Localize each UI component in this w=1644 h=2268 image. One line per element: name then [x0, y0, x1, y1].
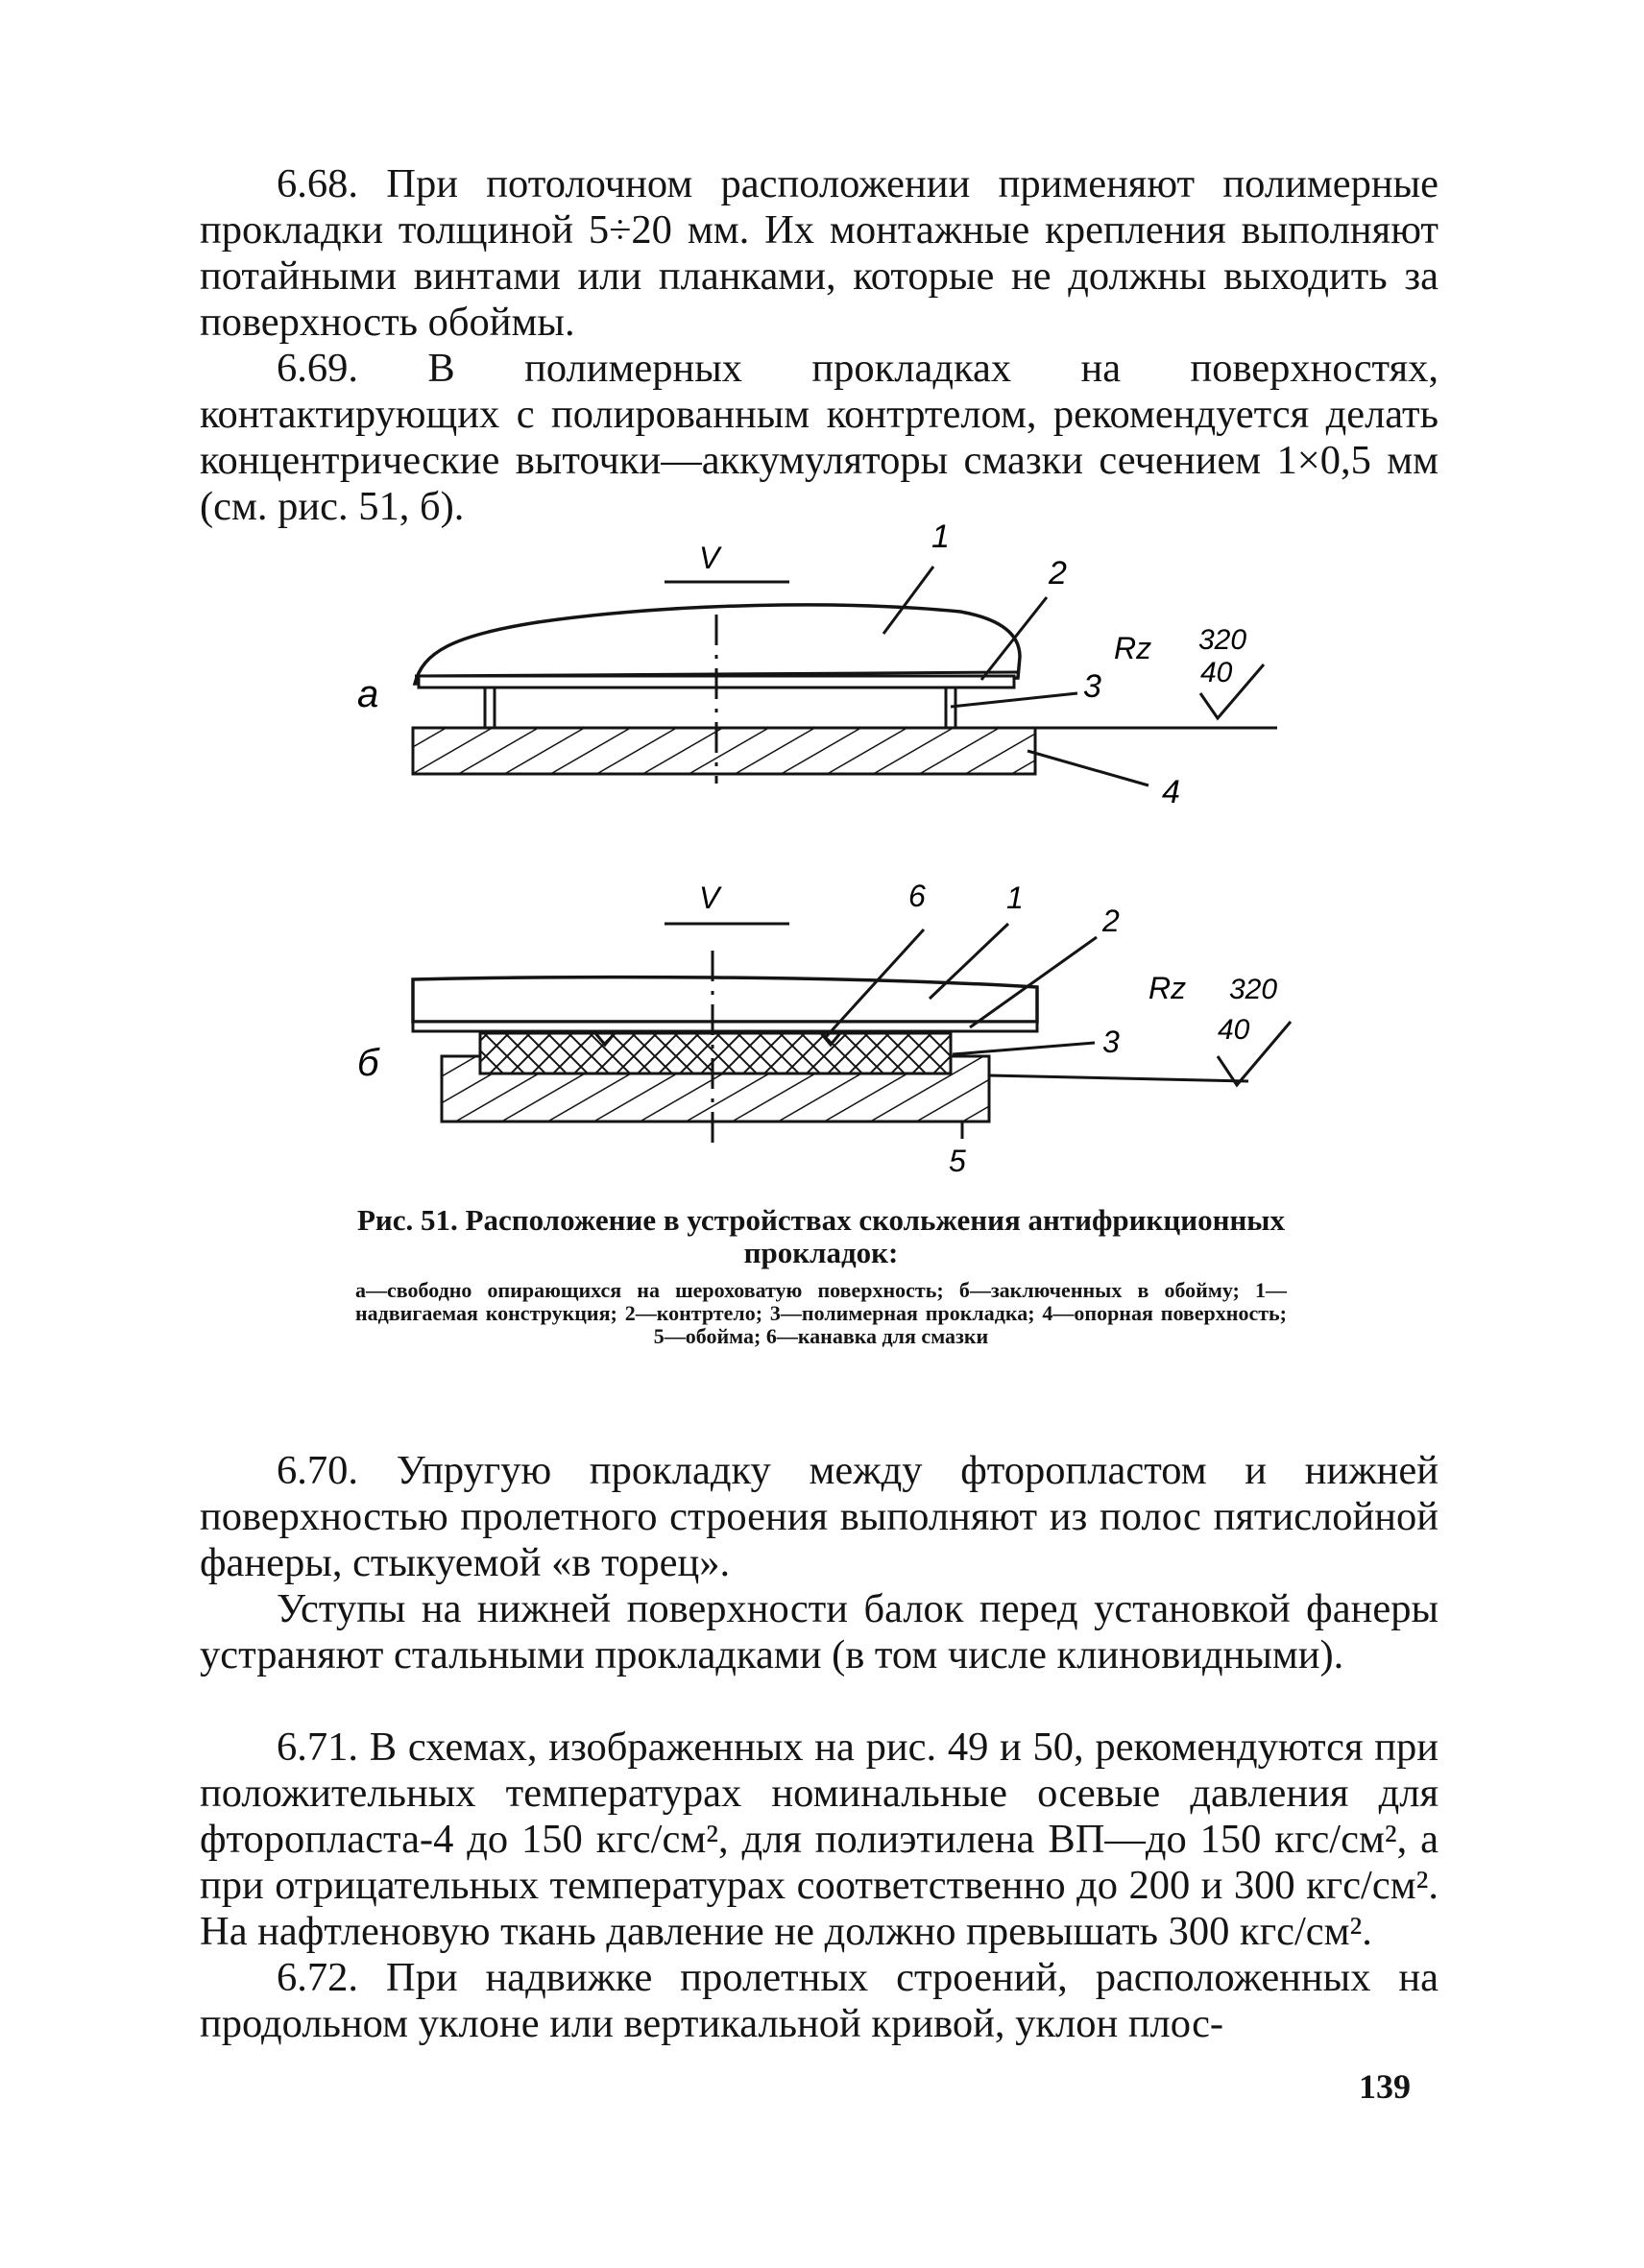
- polymer-pad-left-a: [485, 688, 495, 728]
- label-6-b: 6: [908, 879, 926, 913]
- paragraph-6-70-cont: Уступы на нижней поверхности балок перед установкой фанеры устраняют стальными прокладками (в том числе клиновидными).: [200, 1586, 1438, 1677]
- support-surface-4-a: [413, 728, 1035, 774]
- page-number: 139: [1359, 2067, 1411, 2106]
- view-label-a: а: [357, 673, 379, 715]
- label-2-b: 2: [1102, 904, 1120, 938]
- label-5-b: 5: [949, 1144, 966, 1178]
- label-3-b: 3: [1102, 1025, 1120, 1059]
- label-3-a: 3: [1083, 668, 1101, 705]
- figure-caption-title: Рис. 51. Расположение в устройствах скольжения антифрикционных прокладок:: [356, 1203, 1286, 1269]
- velocity-label-b: V: [699, 881, 720, 915]
- label-4-a: 4: [1162, 774, 1180, 810]
- label-1-a: 1: [931, 519, 950, 555]
- paragraph-6-70: 6.70. Упругую прокладку между фторопластом и нижней поверхностью пролетного строения выполняют из полос пятислойной фанеры, стыкуемой «в торец».: [200, 1448, 1438, 1585]
- figure-caption-legend: а—свободно опирающихся на шероховатую поверхность; б—заключенных в обойму; 1—надвигаемая конструкция; 2—контртело; 3—полимерная прокладка; 4—опорная поверхность; 5—обойма; 6—канавка для смазки: [355, 1278, 1287, 1348]
- roughness-top-b: 320: [1229, 974, 1278, 1005]
- diagram-b: [357, 879, 1291, 1178]
- paragraph-6-72: 6.72. При надвижке пролетных строений, расположенных на продольном уклоне или вертикальной кривой, уклон плос-: [200, 1955, 1438, 2046]
- paragraph-6-69: 6.69. В полимерных прокладках на поверхностях, контактирующих с полированным контртелом, рекомендуется делать концентрические выточки—аккумуляторы смазки сечением 1×0,5 мм (см. рис. 51, б).: [200, 346, 1438, 529]
- counterbody-2-b: [413, 1022, 1037, 1031]
- roughness-bottom-a: 40: [1200, 657, 1233, 688]
- rz-label-a: Rz: [1114, 631, 1152, 665]
- polymer-pad-3-b: [480, 1033, 951, 1074]
- diagram-a: [357, 519, 1277, 810]
- view-label-b: б: [357, 1042, 379, 1084]
- roughness-top-a: 320: [1198, 624, 1247, 656]
- roughness-bottom-b: 40: [1218, 1014, 1250, 1046]
- label-1-b: 1: [1006, 881, 1024, 915]
- label-2-a: 2: [1049, 555, 1067, 591]
- paragraph-6-71: 6.71. В схемах, изображенных на рис. 49 и 50, рекомендуются при положительных температурах номинальные осевые давления для фторопласта-4 до 150 кгс/см², для полиэтилена ВП—до 150 кгс/см², а при отрицательных температурах соответственно до 200 и 300 кгс/см². На нафтленовую ткань давление не должно превышать 300 кгс/см².: [200, 1725, 1438, 1954]
- rz-label-b: Rz: [1148, 971, 1187, 1005]
- velocity-label-a: V: [699, 541, 720, 575]
- paragraph-6-68: 6.68. При потолочном расположении применяют полимерные прокладки толщиной 5÷20 мм. Их монтажные крепления выполняют потайными винтами или планками, которые не должны выходить за поверхность обоймы.: [200, 161, 1438, 345]
